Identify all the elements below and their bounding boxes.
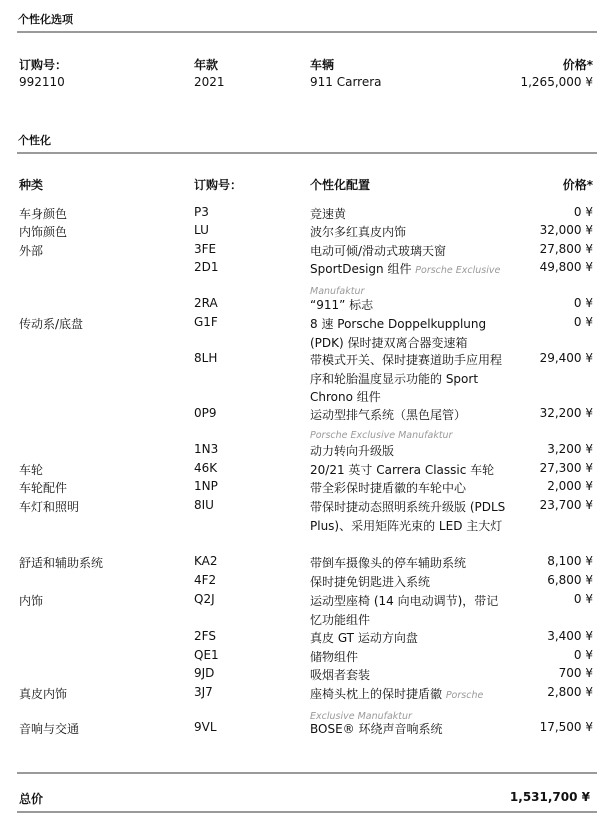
row-config: 20/21 英寸 Carrera Classic 车轮	[310, 463, 495, 477]
total-rule-bottom	[17, 811, 597, 813]
code-header: 订购号：	[194, 178, 243, 192]
row-category: 车轮	[19, 463, 44, 477]
total-value: 1,531,700 ¥	[509, 790, 590, 804]
row-code: P3	[194, 205, 209, 219]
row-config: 真皮 GT 运动方向盘	[310, 631, 418, 645]
row-category: 内饰	[19, 594, 44, 608]
row-category: 车身颜色	[19, 207, 68, 221]
options-section-rule	[17, 31, 597, 33]
row-category: 车灯和照明	[19, 500, 80, 514]
row-code: 2RA	[194, 296, 218, 310]
vehicle-value: 911 Carrera	[310, 75, 382, 89]
row-config: 带倒车摄像头的停车辅助系统	[310, 556, 467, 570]
row-price: 0 ¥	[573, 205, 593, 219]
row-price: 23,700 ¥	[539, 498, 593, 512]
vehicle-header: 车辆	[310, 58, 335, 72]
category-header: 种类	[19, 178, 44, 192]
row-config: 带全彩保时捷盾徽的车轮中心	[310, 481, 467, 495]
row-code: 9JD	[194, 666, 215, 680]
row-price: 0 ¥	[573, 592, 593, 606]
row-code: QE1	[194, 648, 219, 662]
row-price: 0 ¥	[573, 648, 593, 662]
row-config: SportDesign 组件 Porsche Exclusive Manufaktur	[310, 262, 501, 297]
base-price-value: 1,265,000 ¥	[520, 75, 593, 89]
row-price: 27,800 ¥	[539, 242, 593, 256]
row-price: 2,000 ¥	[547, 479, 593, 493]
row-code: LU	[194, 223, 209, 237]
row-price: 3,400 ¥	[547, 629, 593, 643]
order-no-header: 订购号：	[19, 58, 68, 72]
price-header: 价格*	[562, 58, 593, 72]
row-category: 内饰颜色	[19, 225, 68, 239]
row-code: 8IU	[194, 498, 214, 512]
row-config: 波尔多红真皮内饰	[310, 225, 407, 239]
row-config: “911” 标志	[310, 298, 374, 312]
row-code: 9VL	[194, 720, 217, 734]
row-category: 外部	[19, 244, 44, 258]
row-price: 0 ¥	[573, 315, 593, 329]
row-code: 3FE	[194, 242, 217, 256]
row-config: 保时捷免钥匙进入系统	[310, 575, 431, 589]
total-label: 总价	[19, 792, 44, 806]
row-code: G1F	[194, 315, 218, 329]
options-section-title: 个性化选项	[18, 13, 73, 26]
row-code: 46K	[194, 461, 218, 475]
row-config: 带模式开关、保时捷赛道助手应用程序和轮胎温度显示功能的 Sport Chrono 组件	[310, 353, 503, 404]
row-category: 车轮配件	[19, 481, 68, 495]
row-config: 竞速黄	[310, 207, 347, 221]
row-code: 1NP	[194, 479, 218, 493]
year-header: 年款	[194, 58, 219, 72]
row-config: 运动型座椅 (14 向电动调节)，带记忆功能组件	[310, 594, 499, 627]
row-category: 音响与交通	[19, 722, 80, 736]
row-price: 49,800 ¥	[539, 260, 593, 274]
personalization-price-header: 价格*	[562, 178, 593, 192]
row-price: 27,300 ¥	[539, 461, 593, 475]
row-code: 3J7	[194, 685, 213, 699]
config-header: 个性化配置	[310, 178, 371, 192]
row-code: 2D1	[194, 260, 219, 274]
personalization-section-rule	[17, 152, 597, 154]
row-config: 储物组件	[310, 650, 359, 664]
row-price: 8,100 ¥	[547, 554, 593, 568]
row-category: 传动系/底盘	[19, 317, 84, 331]
personalization-section-title: 个性化	[18, 134, 51, 147]
row-code: 4F2	[194, 573, 217, 587]
year-value: 2021	[194, 75, 225, 89]
row-price: 32,200 ¥	[539, 406, 593, 420]
row-code: 8LH	[194, 351, 218, 365]
row-price: 700 ¥	[558, 666, 593, 680]
row-price: 32,000 ¥	[539, 223, 593, 237]
row-price: 2,800 ¥	[547, 685, 593, 699]
row-config: BOSE® 环绕声音响系统	[310, 722, 443, 736]
row-price: 6,800 ¥	[547, 573, 593, 587]
order-no-value: 992110	[19, 75, 65, 89]
row-config: 带保时捷动态照明系统升级版 (PDLS Plus)、采用矩阵光束的 LED 主大灯	[310, 500, 506, 533]
row-config: 动力转向升级版	[310, 444, 395, 458]
row-code: 2FS	[194, 629, 216, 643]
row-price: 0 ¥	[573, 296, 593, 310]
row-code: 0P9	[194, 406, 217, 420]
row-config: 8 速 Porsche Doppelkupplung (PDK) 保时捷双离合器变速箱	[310, 317, 487, 350]
row-price: 3,200 ¥	[547, 442, 593, 456]
row-price: 29,400 ¥	[539, 351, 593, 365]
row-category: 真皮内饰	[19, 687, 68, 701]
row-config: 运动型排气系统（黑色尾管） Porsche Exclusive Manufaktur	[310, 408, 467, 441]
row-config: 电动可倾/滑动式玻璃天窗	[310, 244, 447, 258]
row-price: 17,500 ¥	[539, 720, 593, 734]
row-category: 舒适和辅助系统	[19, 556, 104, 570]
total-rule-top	[17, 772, 597, 774]
row-code: 1N3	[194, 442, 219, 456]
row-code: Q2J	[194, 592, 215, 606]
row-config: 座椅头枕上的保时捷盾徽 Porsche Exclusive Manufaktur	[310, 687, 484, 722]
row-config: 吸烟者套装	[310, 668, 371, 682]
row-code: KA2	[194, 554, 218, 568]
